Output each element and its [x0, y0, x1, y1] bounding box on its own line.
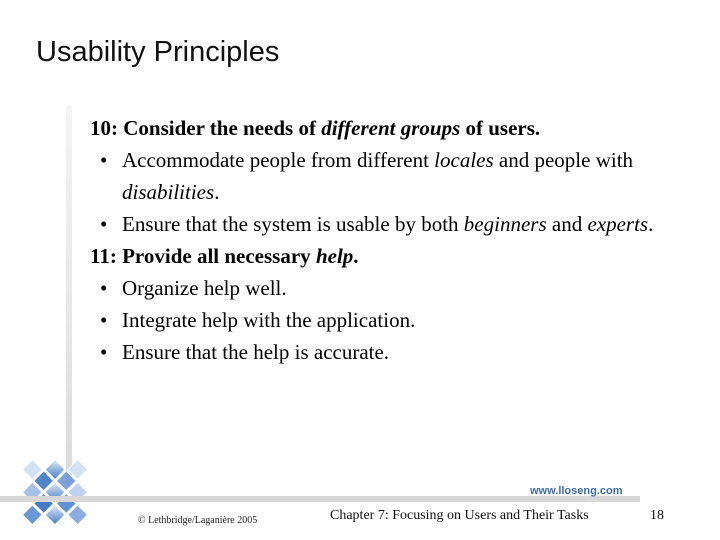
vertical-rule: [66, 106, 72, 486]
bullet-dot: •: [100, 340, 108, 364]
bullet-text: and: [546, 212, 588, 236]
bullet-text-end: .: [214, 180, 220, 204]
bullet-emphasis: beginners: [463, 212, 547, 236]
bullet-text: Accommodate people from different: [122, 148, 435, 172]
bullet-dot: •: [100, 308, 108, 332]
slide-title: Usability Principles: [36, 36, 280, 68]
bullet-help-accurate: [90, 336, 690, 368]
copyright-text: © Lethbridge/Laganière 2005: [138, 515, 258, 526]
bullet-text: Ensure that the system is usable by both: [122, 212, 464, 236]
heading-text-end: .: [353, 244, 359, 268]
cube-logo-icon: [0, 440, 120, 540]
bullet-text: Integrate help with the application.: [122, 308, 416, 332]
bullet-ensure-usable: [90, 208, 690, 240]
bullet-dot: •: [100, 276, 108, 300]
principle-11-heading: [90, 240, 690, 272]
bullet-emphasis: locales: [434, 148, 494, 172]
principle-number: 11:: [90, 244, 117, 268]
bullet-text: Ensure that the help is accurate.: [122, 340, 390, 364]
bullet-text-end: .: [648, 212, 654, 236]
bullet-text: and people with: [493, 148, 634, 172]
website-link[interactable]: www.lloseng.com: [530, 485, 623, 497]
bullet-dot: •: [100, 212, 108, 236]
bullet-organize-help: [90, 272, 690, 304]
chapter-label: Chapter 7: Focusing on Users and Their Tasks: [330, 508, 589, 523]
heading-emphasis: different groups: [321, 116, 461, 140]
bullet-dot: •: [100, 148, 108, 172]
bullet-integrate-help: [90, 304, 690, 336]
heading-text: Provide all necessary: [122, 244, 316, 268]
slide-body: [90, 112, 690, 368]
bullet-text: Organize help well.: [122, 276, 287, 300]
page-number: 18: [650, 508, 664, 523]
bullet-emphasis: disabilities: [122, 180, 215, 204]
principle-10-heading: [90, 112, 690, 144]
bullet-accommodate-people: [90, 144, 690, 208]
heading-emphasis: help: [315, 244, 354, 268]
bullet-emphasis: experts: [587, 212, 649, 236]
heading-text-end: of users.: [460, 116, 541, 140]
heading-text: Consider the needs of: [123, 116, 322, 140]
principle-number: 10:: [90, 116, 118, 140]
